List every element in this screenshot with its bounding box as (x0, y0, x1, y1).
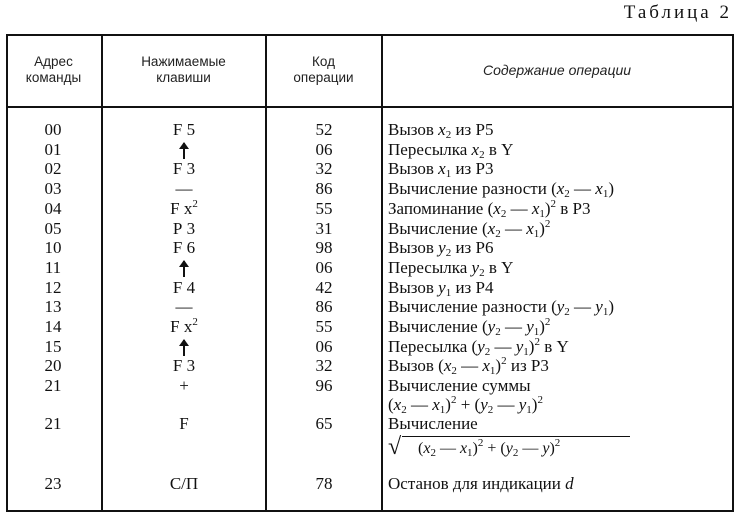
cell-code: 65 (315, 414, 333, 433)
cell-key: F $x^2$ (170, 316, 198, 336)
cell-description-line2: ($x_2$ — $x_1)^2 + (y_2$ — $y_1)^2$ (388, 394, 543, 416)
cell-key: F 5 (172, 120, 196, 139)
table-row (6, 179, 734, 199)
header-code: Код операции (293, 54, 354, 85)
cell-key: — (175, 179, 193, 198)
cell-description: Запоминание ($x_2$ — $x_1)^2$ в Р3 (388, 198, 591, 220)
header-description: Содержание операции (482, 62, 632, 78)
cell-description: Вызов ($x_2$ — $x_1)^2$ из Р3 (388, 355, 549, 377)
cell-code: 55 (315, 199, 333, 218)
cell-address: 03 (44, 179, 62, 198)
header-keys: Нажимаемые клавиши (141, 54, 226, 85)
cell-code: 31 (315, 219, 333, 238)
table-row (6, 199, 734, 219)
cell-code: 55 (315, 317, 333, 336)
cell-key: F 6 (172, 238, 196, 257)
cell-description: Пересылка $x_2$ в Y (388, 140, 514, 161)
table-row (6, 219, 734, 239)
cell-address: 15 (44, 337, 62, 356)
cell-address: 01 (44, 140, 62, 159)
header-address: Адрес команды (25, 54, 82, 85)
table-bottom-rule (6, 510, 734, 512)
cell-description: Пересылка $y_2$ в Y (388, 258, 514, 279)
cell-address: 10 (44, 238, 62, 257)
cell-code: 06 (315, 258, 333, 277)
table-row (6, 278, 734, 298)
cell-code: 96 (315, 376, 333, 395)
sqrt-icon: √ (388, 434, 402, 460)
cell-key: F 3 (172, 356, 196, 375)
cell-address: 02 (44, 159, 62, 178)
cell-key: F 3 (172, 159, 196, 178)
table-row (6, 120, 734, 140)
cell-address: 23 (44, 474, 62, 493)
table-row (6, 337, 734, 357)
cell-description: Вызов $y_2$ из Р6 (388, 238, 494, 259)
cell-description: Вызов $x_1$ из Р3 (388, 159, 494, 180)
cell-code: 52 (315, 120, 333, 139)
cell-code: 06 (315, 140, 333, 159)
cell-key: F 4 (172, 278, 196, 297)
cell-key: F (179, 414, 189, 433)
cell-key: Р 3 (172, 219, 196, 238)
cell-description: Вызов $x_2$ из Р5 (388, 120, 494, 141)
cell-code: 32 (315, 356, 333, 375)
up-arrow-icon (178, 140, 190, 160)
up-arrow-icon (178, 258, 190, 278)
cell-code: 32 (315, 159, 333, 178)
table-header-rule (6, 106, 734, 108)
table-row (6, 238, 734, 258)
cell-code: 86 (315, 179, 333, 198)
cell-key: С/П (169, 474, 199, 493)
cell-description: Вычисление разности ($y_2$ — $y_1$) (388, 297, 615, 318)
cell-description: Вычисление ($x_2$ — $x_1)^2$ (388, 218, 551, 240)
cell-code: 98 (315, 238, 333, 257)
table-row (6, 414, 734, 434)
cell-description: Вычисление разности ($x_2$ — $x_1$) (388, 179, 615, 200)
table-row (6, 258, 734, 278)
table-row (6, 317, 734, 337)
sqrt-bar (402, 436, 630, 437)
cell-code: 06 (315, 337, 333, 356)
table-row-continuation (6, 395, 734, 415)
cell-code: 78 (315, 474, 333, 493)
cell-address: 04 (44, 199, 62, 218)
cell-key: F $x^2$ (170, 198, 198, 218)
table-row (6, 159, 734, 179)
cell-code: 86 (315, 297, 333, 316)
cell-key: — (175, 297, 193, 316)
cell-address: 05 (44, 219, 62, 238)
cell-key: + (179, 376, 189, 395)
cell-address: 00 (44, 120, 62, 139)
cell-address: 20 (44, 356, 62, 375)
cell-description: Останов для индикации d (388, 474, 574, 493)
table-caption: Таблица 2 (623, 2, 732, 23)
cell-address: 21 (44, 414, 62, 433)
up-arrow-icon (178, 337, 190, 357)
cell-description: Пересылка ($y_2$ — $y_1)^2$ в Y (388, 336, 569, 358)
table-row-continuation: √ ($x_2$ — $x_1)^2 + (y_2$ — y)$^2$ (6, 433, 734, 463)
cell-address: 14 (44, 317, 62, 336)
table-row (6, 297, 734, 317)
cell-description: Вызов $y_1$ из Р4 (388, 278, 494, 299)
cell-code: 42 (315, 278, 333, 297)
cell-address: 13 (44, 297, 62, 316)
cell-address: 11 (44, 258, 62, 277)
cell-address: 21 (44, 376, 62, 395)
cell-address: 12 (44, 278, 62, 297)
table-row (6, 140, 734, 160)
cell-description: Вычисление суммы (388, 376, 531, 395)
table-row (6, 356, 734, 376)
operations-table (6, 34, 734, 512)
table-row (6, 474, 734, 494)
cell-description: Вычисление (388, 414, 478, 433)
cell-description: Вычисление ($y_2$ — $y_1)^2$ (388, 316, 551, 338)
table-row (6, 376, 734, 396)
